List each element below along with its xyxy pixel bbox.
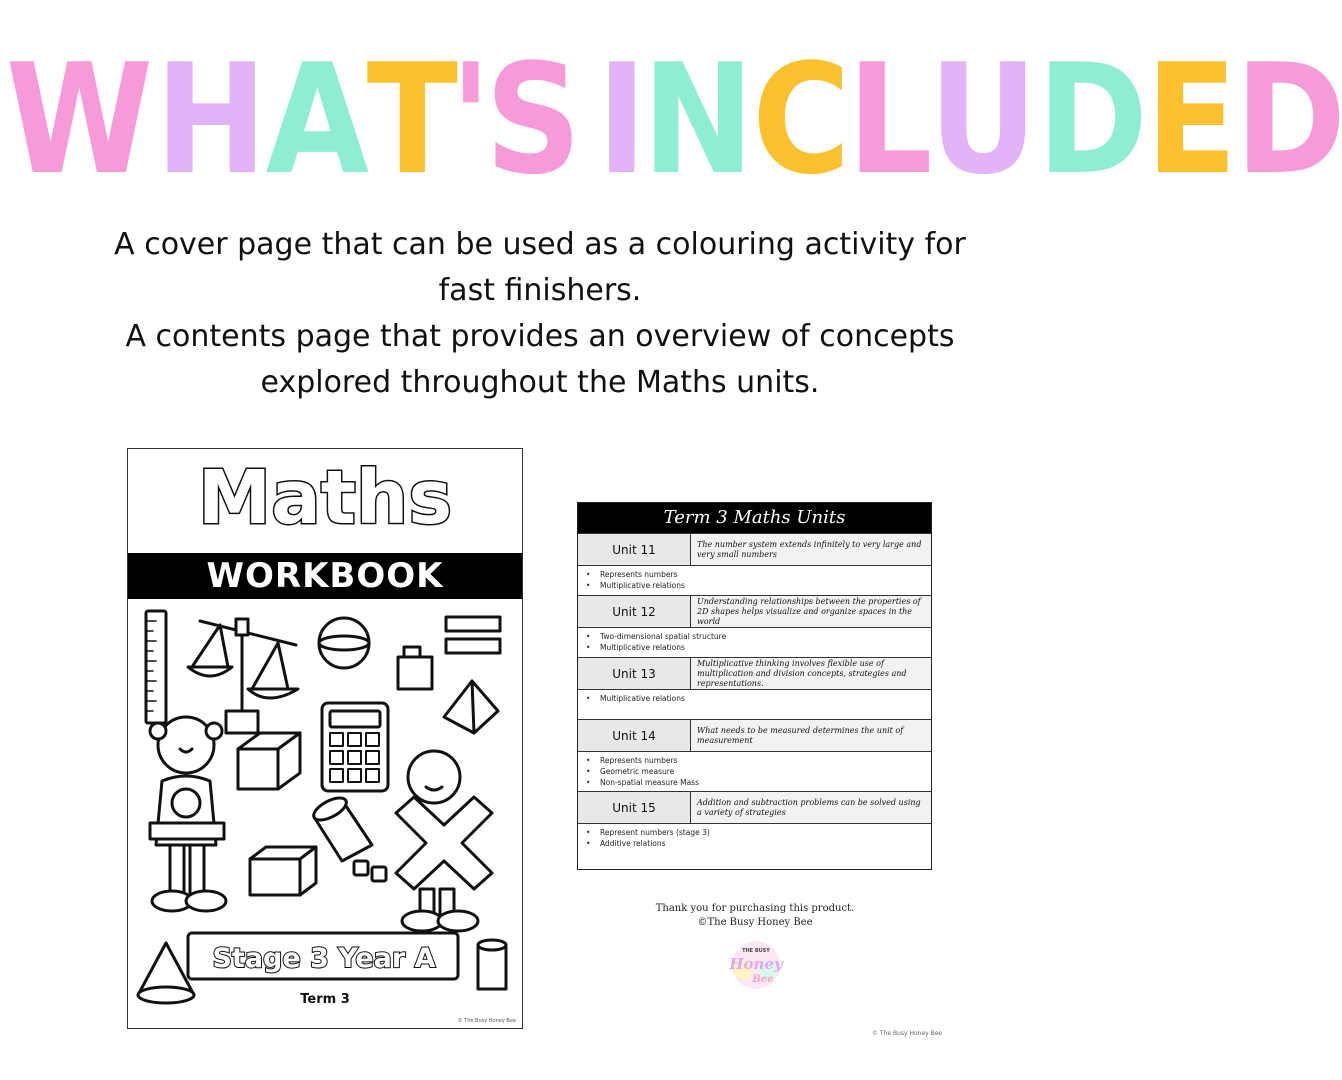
- unit-description: What needs to be measured determines the unit of measurement: [691, 720, 931, 751]
- unit-description: The number system extends infinitely to very large and very small numbers: [691, 534, 931, 565]
- box-icon: [238, 733, 300, 789]
- headline-letter: D: [1234, 31, 1339, 208]
- concept-item: • Represent numbers (stage 3): [584, 827, 925, 838]
- unit-concepts: [578, 565, 931, 595]
- honey-bee-logo: [725, 940, 787, 990]
- headline-letter: C: [752, 31, 844, 208]
- unit-row: [578, 719, 931, 751]
- headline-letter: N: [641, 31, 747, 208]
- headline: [0, 31, 1339, 208]
- unit-concepts: [578, 689, 931, 719]
- unit-description: Understanding relationships between the properties of 2D shapes helps visualize and organize spaces in the world: [691, 596, 931, 627]
- unit-concepts: [578, 751, 931, 791]
- description-line-3: A contents page that provides an overview of concepts: [125, 319, 955, 354]
- headline-letter: A: [265, 31, 362, 208]
- cover-title: [128, 455, 522, 541]
- cylinder-icon: [310, 793, 386, 881]
- contents-heading: Term 3 Maths Units: [578, 503, 931, 533]
- unit-name: Unit 13: [578, 658, 691, 689]
- cover-term: Term 3: [300, 992, 350, 1007]
- headline-letter: E: [1145, 31, 1231, 208]
- ruler-icon: [146, 611, 166, 723]
- calculator-icon: [322, 703, 388, 791]
- unit-name: Unit 12: [578, 596, 691, 627]
- logo-top-text: THE BUSY: [742, 948, 770, 954]
- concept-item: • Represents numbers: [584, 755, 925, 766]
- cover-illustration: [128, 599, 524, 979]
- headline-letter: U: [929, 31, 1031, 208]
- headline-letter: T: [366, 31, 451, 208]
- cover-copyright: © The Busy Honey Bee: [457, 1018, 516, 1024]
- unit-description: Multiplicative thinking involves flexible use of multiplication and division concepts, strategies and representations.: [691, 658, 931, 689]
- thank-you-line-1: Thank you for purchasing this product.: [655, 903, 855, 914]
- unit-name: Unit 15: [578, 792, 691, 823]
- headline-letter: H: [154, 31, 260, 208]
- tall-cylinder-icon: [478, 940, 506, 989]
- logo-mid-text: Honey: [729, 955, 783, 973]
- balance-scale-icon: [188, 619, 298, 733]
- concept-item: • Represents numbers: [584, 569, 925, 580]
- boy-figure-icon: [396, 751, 492, 931]
- concept-item: • Geometric measure: [584, 766, 925, 777]
- concept-item: • Multiplicative relations: [584, 693, 925, 704]
- unit-row: [578, 595, 931, 627]
- cover-title-text: Maths: [197, 455, 453, 541]
- sphere-icon: [319, 618, 369, 668]
- unit-description: Addition and subtraction problems can be solved using a variety of strategies: [691, 792, 931, 823]
- unit-name: Unit 14: [578, 720, 691, 751]
- thank-you-note: [640, 902, 870, 930]
- unit-row: [578, 533, 931, 565]
- contents-page-preview: [577, 502, 932, 870]
- headline-letter: S: [484, 31, 575, 208]
- cover-band: WORKBOOK: [128, 553, 522, 599]
- thank-you-line-2: ©The Busy Honey Bee: [697, 917, 813, 928]
- girl-figure-icon: [150, 717, 226, 911]
- unit-concepts: [578, 823, 931, 853]
- units-list: [578, 533, 931, 853]
- logo-bottom-text: Bee: [752, 974, 774, 985]
- headline-letter: I: [597, 31, 640, 208]
- pyramid-icon: [444, 681, 498, 733]
- headline-letter: W: [5, 31, 147, 208]
- headline-letter: L: [846, 31, 926, 208]
- unit-concepts: [578, 627, 931, 657]
- concept-item: • Multiplicative relations: [584, 580, 925, 591]
- concept-item: • Two-dimensional spatial structure: [584, 631, 925, 642]
- description-line-4: explored throughout the Maths units.: [260, 365, 820, 400]
- footer-copyright: © The Busy Honey Bee: [872, 1030, 943, 1037]
- description-line-1: A cover page that can be used as a colouring activity for: [114, 227, 966, 262]
- description: [70, 222, 1010, 406]
- headline-letter: D: [1036, 31, 1141, 208]
- rectangles-icon: [446, 617, 500, 653]
- unit-row: [578, 791, 931, 823]
- unit-row: [578, 657, 931, 689]
- cover-stage-text: Stage 3 Year A: [212, 943, 436, 974]
- prism-icon: [250, 847, 316, 895]
- concept-item: • Multiplicative relations: [584, 642, 925, 653]
- description-line-2: fast finishers.: [438, 273, 642, 308]
- concept-item: • Additive relations: [584, 838, 925, 849]
- cube-icon: [398, 647, 432, 689]
- headline-letter: ': [450, 31, 485, 208]
- unit-name: Unit 11: [578, 534, 691, 565]
- concept-item: • Non-spatial measure Mass: [584, 777, 925, 788]
- cover-page-preview: [127, 448, 523, 1029]
